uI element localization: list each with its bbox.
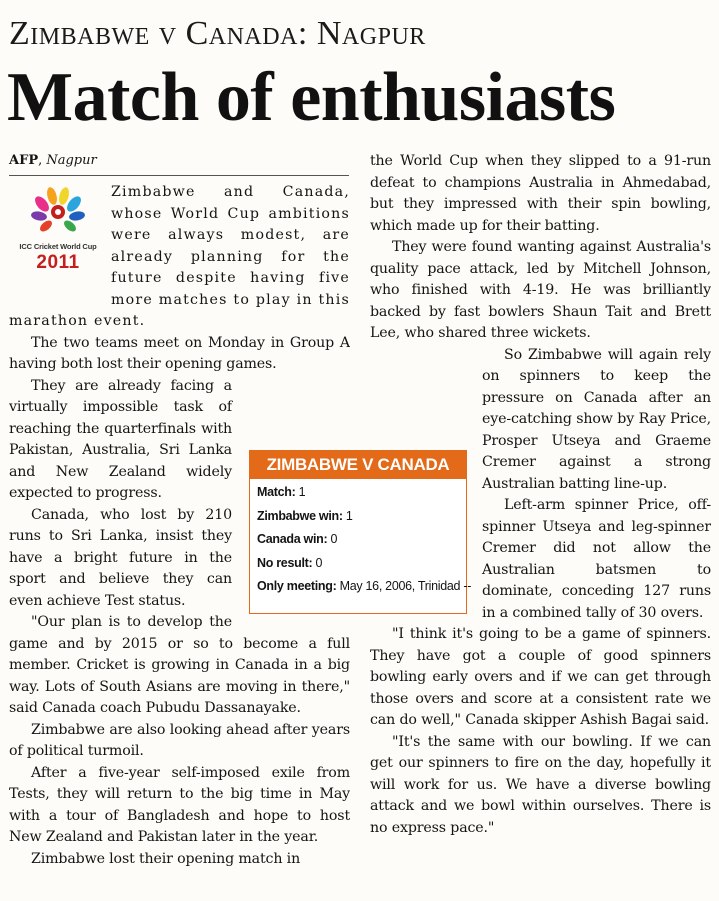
col1-paragraph-5: "Our plan is to develop the game and by 2015 or so to become a full member. Cricket is growing in Canada in a big way. Lots of South Asians are moving in there," said Canada coach Pubudu Dassanayake. [9,614,350,716]
col1-paragraph-2: The two teams meet on Monday in Group A having both lost their opening games. [9,334,350,372]
factbox-value: 0 [327,532,338,546]
factbox-key: Only meeting: [257,579,337,593]
factbox-row [250,505,466,529]
factbox-key: Match: [257,485,296,499]
col2-paragraph-1: the World Cup when they slipped to a 91-run defeat to champions Australia in Ahmedabad, but they impressed with their spin bowling, which made up for their batting. [370,153,711,234]
factbox-rows [250,479,472,599]
col2-paragraph-6: "It's the same with our bowling. If we can get our spinners to fire on the day, hopefully it will work for us. We have a diverse bowling attack and we bowl within ourselves. There is no express pace." [370,733,711,836]
headline: Match of enthusiasts [7,59,616,136]
factbox-row [250,552,466,576]
factbox-value: 1 [295,485,306,499]
col2-paragraph-4: Left-arm spinner Price, off-spinner Utseya and leg-spinner Cremer did not allow the Australian batsmen to dominate, conceding 127 runs in a combined tally of 30 overs. [482,497,711,621]
kicker: Zimbabwe v Canada: Nagpur [9,15,426,52]
factbox-row [250,481,466,505]
factbox [249,450,472,614]
cricket-world-cup-2011-logo-icon [9,182,107,290]
factbox-key: Zimbabwe win: [257,508,343,523]
col1-paragraph-3: They are already facing a virtually impossible task of reaching the quarterfinals with Pakistan, Australia, Sri Lanka and New Zealand widely expected to progress. [9,377,232,501]
byline-agency: AFP [9,153,39,168]
col1-paragraph-6: Zimbabwe are also looking ahead after years of political turmoil. [9,721,350,759]
logo-year: 2011 [36,252,80,273]
factbox-key: Canada win: [257,532,328,546]
col2-paragraph-5: "I think it's going to be a game of spinners. They have got a couple of good spinners bowling early overs and if we can get through those overs and score at a consistent rate we can do well," Canada skipper Ashish Bagai said. [370,626,711,728]
factbox-value: 1 [342,508,353,523]
factbox-value: 0 [312,555,323,570]
col2-paragraph-3: So Zimbabwe will again rely on spinners to keep the pressure on Canada after an eye-catching show by Ray Price, Prosper Utseya and Graeme Cremer against a strong Australian batting line-up. [482,346,711,492]
factbox-row [250,575,472,599]
col1-paragraph-1: Zimbabwe and Canada, whose World Cup ambitions were always modest, are already planning for the future despite having five more matches to play in this marathon event. [9,184,350,329]
factbox-value: May 16, 2006, Trinidad -- [336,579,472,593]
factbox-row [250,528,466,552]
col1-paragraph-4: Canada, who lost by 210 runs to Sri Lanka, insist they have a bright future in the sport and believe they can even achieve Test status. [9,506,232,609]
factbox-title: ZIMBABWE V CANADA [250,451,466,479]
byline: AFP, Nagpur [9,150,349,176]
col2-paragraph-2: They were found wanting against Australia's quality pace attack, led by Mitchell Johnson, who finished with 4-19. He was brilliantly backed by fast bowlers Shaun Tait and Brett Lee, who shared three wickets. [370,239,711,341]
logo-caption: ICC Cricket World Cup [19,242,97,251]
col1-paragraph-7: After a five-year self-imposed exile from Tests, they will return to the big time in May with a tour of Bangladesh and hope to host New Zealand and Pakistan later in the year. [9,764,350,845]
byline-place: Nagpur [46,153,97,168]
col1-paragraph-8: Zimbabwe lost their opening match in [31,850,301,867]
factbox-key: No result: [257,555,313,570]
